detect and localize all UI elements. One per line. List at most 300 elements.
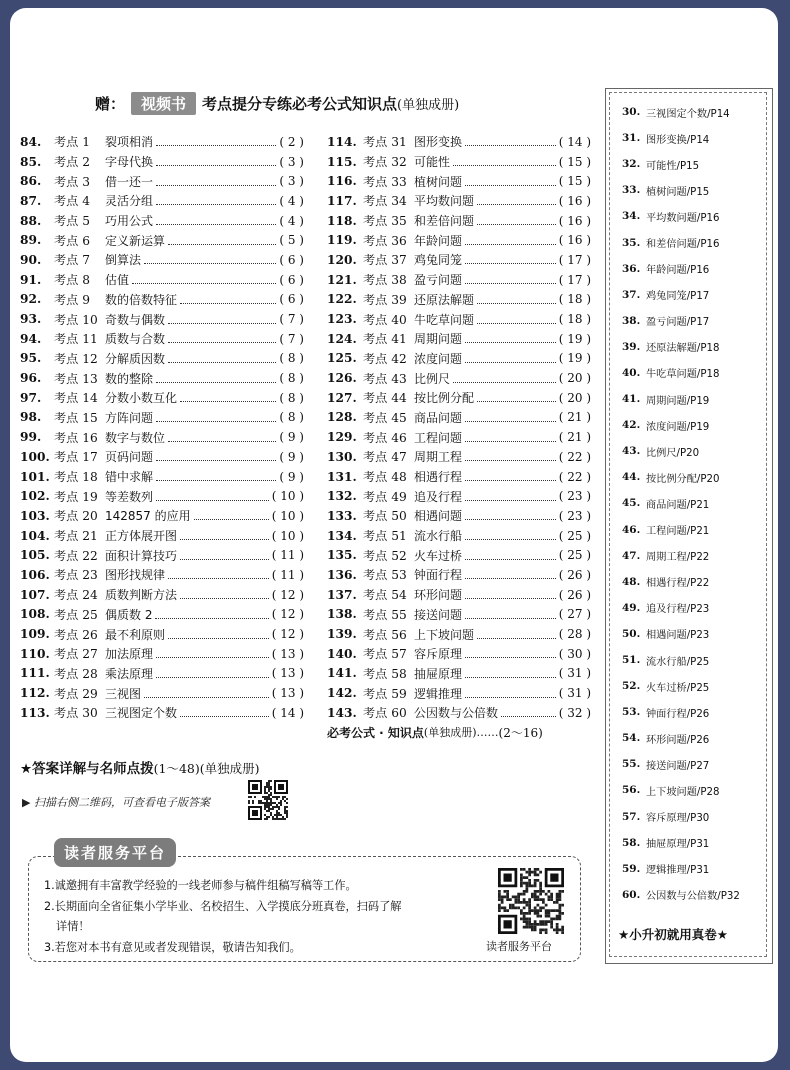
- sidebar-item-label: 鸡兔同笼/P17: [646, 291, 710, 303]
- toc-point-label: 考点 40: [363, 312, 407, 327]
- toc-leader-dots: [453, 374, 556, 383]
- toc-row[interactable]: [20, 211, 304, 231]
- toc-row[interactable]: [327, 605, 591, 625]
- sidebar-item[interactable]: [622, 360, 740, 386]
- toc-title: 正方体展开图: [105, 529, 178, 544]
- gift-prefix: 赠：: [95, 95, 126, 113]
- toc-number: 142.: [327, 686, 357, 701]
- toc-title: 相遇行程: [414, 470, 463, 485]
- gift-text: 考点提分专练必考公式知识点: [202, 95, 398, 113]
- toc-page: ( 12 ): [271, 607, 304, 622]
- toc-row[interactable]: [20, 683, 304, 703]
- toc-point-label: 考点 34: [363, 194, 407, 209]
- toc-point-label: 考点 9: [54, 292, 91, 307]
- toc-leader-dots: [156, 157, 276, 166]
- toc-point-label: 考点 22: [54, 548, 98, 563]
- toc-title: 图形变换: [414, 135, 463, 150]
- toc-row[interactable]: [327, 191, 591, 211]
- toc-leader-dots: [168, 236, 276, 245]
- toc-leader-dots: [477, 630, 556, 639]
- toc-title: 相遇问题: [414, 509, 463, 524]
- toc-page: ( 3 ): [279, 174, 304, 189]
- toc-point-label: 考点 51: [363, 529, 407, 544]
- toc-row[interactable]: [20, 664, 304, 684]
- toc-row[interactable]: [327, 171, 591, 191]
- toc-row[interactable]: [20, 290, 304, 310]
- sidebar-item[interactable]: [622, 464, 740, 490]
- toc-row[interactable]: [327, 349, 591, 369]
- sidebar-item[interactable]: [622, 804, 740, 830]
- toc-page: ( 13 ): [271, 666, 304, 681]
- toc-page: ( 26 ): [558, 587, 591, 602]
- sidebar-item[interactable]: [622, 412, 740, 438]
- toc-row[interactable]: [327, 703, 591, 723]
- toc-row[interactable]: [327, 152, 591, 172]
- toc-leader-dots: [168, 570, 269, 579]
- toc-leader-dots: [180, 551, 269, 560]
- toc-page: ( 10 ): [271, 489, 304, 504]
- toc-row[interactable]: [20, 230, 304, 250]
- toc-title: 数的倍数特征: [105, 292, 178, 307]
- toc-number: 130.: [327, 449, 357, 464]
- sidebar-item[interactable]: [622, 99, 740, 125]
- toc-page: ( 8 ): [279, 351, 304, 366]
- toc-point-label: 考点 10: [54, 312, 98, 327]
- toc-page: ( 25 ): [558, 528, 591, 543]
- toc-point-label: 考点 47: [363, 450, 407, 465]
- sidebar-item[interactable]: [622, 595, 740, 621]
- toc-page: ( 5 ): [279, 233, 304, 248]
- toc-row[interactable]: [327, 290, 591, 310]
- toc-point-label: 考点 52: [363, 548, 407, 563]
- toc-leader-dots: [465, 177, 556, 186]
- toc-leader-dots: [168, 334, 276, 343]
- sidebar-item[interactable]: [622, 177, 740, 203]
- toc-row[interactable]: [20, 467, 304, 487]
- toc-row[interactable]: [327, 664, 591, 684]
- answers-paren: (单独成册): [199, 761, 260, 776]
- toc-row[interactable]: [20, 250, 304, 270]
- toc-leader-dots: [156, 374, 276, 383]
- toc-number: 120.: [327, 252, 357, 267]
- toc-leader-dots: [144, 689, 269, 698]
- toc-page: ( 21 ): [558, 430, 591, 445]
- sidebar-item[interactable]: [622, 751, 740, 777]
- toc-row[interactable]: [327, 211, 591, 231]
- toc-point-label: 考点 46: [363, 430, 407, 445]
- toc-number: 139.: [327, 627, 357, 642]
- toc-number: 122.: [327, 292, 357, 307]
- toc-number: 107.: [20, 587, 50, 602]
- toc-row[interactable]: [327, 132, 591, 152]
- toc-number: 141.: [327, 666, 357, 681]
- toc-number: 93.: [20, 312, 42, 327]
- sidebar-item-number: 59.: [622, 862, 641, 875]
- toc-number: 118.: [327, 213, 357, 228]
- toc-number: 111.: [20, 666, 50, 681]
- toc-point-label: 考点 58: [363, 666, 407, 681]
- sidebar-item[interactable]: [622, 282, 740, 308]
- sidebar-item-label: 周期工程/P22: [646, 552, 710, 564]
- toc-point-label: 考点 57: [363, 647, 407, 662]
- toc-title: 盈亏问题: [414, 273, 463, 288]
- toc-number: 96.: [20, 371, 42, 386]
- toc-point-label: 考点 30: [54, 706, 98, 721]
- sidebar-item[interactable]: [622, 830, 740, 856]
- toc-number: 109.: [20, 627, 50, 642]
- toc-row[interactable]: [20, 526, 304, 546]
- sidebar-item[interactable]: [622, 438, 740, 464]
- toc-row[interactable]: [20, 447, 304, 467]
- toc-number: 114.: [327, 134, 357, 149]
- toc-title: 牛吃草问题: [414, 312, 475, 327]
- sidebar-item[interactable]: [622, 569, 740, 595]
- toc-leader-dots: [465, 649, 556, 658]
- toc-title: 工程问题: [414, 430, 463, 445]
- sidebar-item-number: 49.: [622, 601, 641, 614]
- toc-leader-dots: [477, 393, 556, 402]
- toc-page: ( 9 ): [279, 430, 304, 445]
- sidebar-item[interactable]: [622, 699, 740, 725]
- sidebar-item-label: 相遇问题/P23: [646, 630, 710, 642]
- toc-page: ( 9 ): [279, 449, 304, 464]
- toc-title: 三视图: [105, 686, 142, 701]
- formula-booklet-row[interactable]: [327, 723, 591, 743]
- toc-point-label: 考点 49: [363, 489, 407, 504]
- sidebar-item[interactable]: [622, 229, 740, 255]
- toc-row[interactable]: [20, 388, 304, 408]
- toc-row[interactable]: [20, 191, 304, 211]
- sidebar-item[interactable]: [622, 256, 740, 282]
- toc-point-label: 考点 41: [363, 332, 407, 347]
- toc-page: ( 8 ): [279, 371, 304, 386]
- sidebar-item-label: 相遇行程/P22: [646, 578, 710, 590]
- toc-page: ( 4 ): [279, 193, 304, 208]
- toc-row[interactable]: [327, 506, 591, 526]
- toc-leader-dots: [156, 472, 276, 481]
- toc-page: ( 8 ): [279, 390, 304, 405]
- toc-title: 钟面行程: [414, 568, 463, 583]
- toc-number: 113.: [20, 705, 50, 720]
- toc-leader-dots: [465, 590, 556, 599]
- toc-leader-dots: [155, 610, 268, 619]
- sidebar-item[interactable]: [622, 125, 740, 151]
- toc-leader-dots: [465, 452, 556, 461]
- toc-point-label: 考点 39: [363, 292, 407, 307]
- toc-row[interactable]: [327, 644, 591, 664]
- toc-row[interactable]: [327, 624, 591, 644]
- sidebar-item[interactable]: [622, 517, 740, 543]
- toc-leader-dots: [465, 433, 556, 442]
- toc-leader-dots: [465, 472, 556, 481]
- toc-number: 98.: [20, 410, 42, 425]
- answers-qr-code[interactable]: [248, 780, 288, 820]
- toc-leader-dots: [156, 216, 276, 225]
- toc-title: 方阵问题: [105, 410, 154, 425]
- toc-leader-dots: [168, 354, 276, 363]
- toc-point-label: 考点 59: [363, 686, 407, 701]
- toc-row[interactable]: [327, 427, 591, 447]
- sidebar-item-label: 图形变换/P14: [646, 134, 710, 146]
- sidebar-item[interactable]: [622, 673, 740, 699]
- toc-leader-dots: [144, 255, 276, 264]
- reader-service-panel: [28, 836, 581, 964]
- toc-number: 91.: [20, 272, 42, 287]
- scan-note: ▶ 扫描右侧二维码，可查看电子版答案: [22, 796, 210, 809]
- sidebar-item-number: 52.: [622, 680, 641, 693]
- toc-point-label: 考点 54: [363, 588, 407, 603]
- sidebar-item-label: 上下坡问题/P28: [646, 786, 720, 798]
- toc-row[interactable]: [327, 585, 591, 605]
- toc-page: ( 16 ): [558, 233, 591, 248]
- answers-range: (1～48): [153, 761, 200, 776]
- toc-title: 定义新运算: [105, 233, 166, 248]
- toc-title: 植树问题: [414, 174, 463, 189]
- toc-number: 123.: [327, 312, 357, 327]
- toc-row[interactable]: [327, 309, 591, 329]
- sidebar-item-number: 45.: [622, 497, 641, 510]
- answers-title: ★答案详解与名师点拨: [20, 761, 154, 777]
- toc-page: ( 6 ): [279, 292, 304, 307]
- toc-page: ( 23 ): [558, 508, 591, 523]
- toc-leader-dots: [465, 275, 556, 284]
- toc-number: 85.: [20, 154, 42, 169]
- toc-point-label: 考点 38: [363, 273, 407, 288]
- toc-leader-dots: [465, 511, 556, 520]
- toc-row[interactable]: [20, 270, 304, 290]
- toc-row[interactable]: [20, 309, 304, 329]
- toc-leader-dots: [501, 708, 556, 717]
- toc-number: 94.: [20, 331, 42, 346]
- toc-point-label: 考点 1: [54, 135, 91, 150]
- toc-point-label: 考点 53: [363, 568, 407, 583]
- sidebar-item-label: 盈亏问题/P17: [646, 317, 710, 329]
- sidebar-item[interactable]: [622, 334, 740, 360]
- toc-page: ( 2 ): [279, 134, 304, 149]
- toc-page: ( 7 ): [279, 312, 304, 327]
- sidebar-item-label: 植树问题/P15: [646, 186, 710, 198]
- toc-row[interactable]: [327, 467, 591, 487]
- toc-row[interactable]: [20, 565, 304, 585]
- toc-page: ( 21 ): [558, 410, 591, 425]
- toc-page: ( 4 ): [279, 213, 304, 228]
- sidebar-item[interactable]: [622, 621, 740, 647]
- toc-leader-dots: [465, 689, 556, 698]
- toc-point-label: 考点 17: [54, 450, 98, 465]
- toc-row[interactable]: [20, 427, 304, 447]
- toc-page: ( 18 ): [558, 312, 591, 327]
- sidebar-item[interactable]: [622, 882, 740, 908]
- toc-number: 135.: [327, 548, 357, 563]
- toc-right-column: [327, 132, 591, 742]
- toc-row[interactable]: [327, 408, 591, 428]
- toc-point-label: 考点 35: [363, 214, 407, 229]
- toc-title: 面积计算技巧: [105, 548, 178, 563]
- toc-row[interactable]: [327, 526, 591, 546]
- toc-page: ( 26 ): [558, 567, 591, 582]
- toc-title: 商品问题: [414, 410, 463, 425]
- toc-row[interactable]: [20, 408, 304, 428]
- toc-leader-dots: [156, 196, 276, 205]
- toc-number: 140.: [327, 646, 357, 661]
- toc-row[interactable]: [327, 388, 591, 408]
- toc-page: ( 17 ): [558, 272, 591, 287]
- toc-page: ( 17 ): [558, 252, 591, 267]
- toc-number: 138.: [327, 607, 357, 622]
- toc-title: 鸡兔同笼: [414, 253, 463, 268]
- toc-leader-dots: [465, 492, 556, 501]
- toc-page: ( 22 ): [558, 449, 591, 464]
- toc-row[interactable]: [327, 565, 591, 585]
- sidebar-item-number: 40.: [622, 366, 641, 379]
- toc-row[interactable]: [20, 506, 304, 526]
- toc-point-label: 考点 43: [363, 371, 407, 386]
- toc-row[interactable]: [20, 545, 304, 565]
- toc-row[interactable]: [20, 368, 304, 388]
- sidebar-item[interactable]: [622, 151, 740, 177]
- toc-row[interactable]: [20, 644, 304, 664]
- service-item: 1.诚邀拥有丰富教学经验的一线老师参与稿件组稿写稿等工作。: [44, 879, 357, 892]
- toc-title: 裂项相消: [105, 135, 154, 150]
- toc-page: ( 31 ): [558, 666, 591, 681]
- toc-point-label: 考点 5: [54, 214, 91, 229]
- toc-point-label: 考点 36: [363, 233, 407, 248]
- sidebar-item[interactable]: [622, 725, 740, 751]
- sidebar-item-label: 接送问题/P27: [646, 760, 710, 772]
- toc-page: ( 3 ): [279, 154, 304, 169]
- toc-leader-dots: [465, 137, 556, 146]
- toc-point-label: 考点 19: [54, 489, 98, 504]
- toc-row[interactable]: [20, 605, 304, 625]
- video-book-badge: 视频书: [131, 92, 196, 115]
- toc-page: ( 15 ): [558, 154, 591, 169]
- toc-row[interactable]: [20, 329, 304, 349]
- toc-page: ( 30 ): [558, 646, 591, 661]
- service-item: 详情！: [56, 920, 90, 933]
- toc-row[interactable]: [327, 545, 591, 565]
- toc-point-label: 考点 16: [54, 430, 98, 445]
- toc-row[interactable]: [327, 250, 591, 270]
- toc-point-label: 考点 31: [363, 135, 407, 150]
- toc-title: 乘法原理: [105, 666, 154, 681]
- toc-point-label: 考点 33: [363, 174, 407, 189]
- sidebar-item[interactable]: [622, 777, 740, 803]
- sidebar-item[interactable]: [622, 203, 740, 229]
- toc-page: ( 7 ): [279, 331, 304, 346]
- toc-page: ( 19 ): [558, 331, 591, 346]
- toc-title: 三视图定个数: [105, 706, 178, 721]
- toc-title: 142857 的应用: [105, 509, 191, 524]
- sidebar-item-number: 54.: [622, 732, 641, 745]
- toc-page: ( 14 ): [558, 134, 591, 149]
- toc-title: 错中求解: [105, 470, 154, 485]
- toc-row[interactable]: [327, 486, 591, 506]
- toc-number: 101.: [20, 469, 50, 484]
- sidebar-item-number: 53.: [622, 706, 641, 719]
- toc-leader-dots: [465, 413, 556, 422]
- service-item: 3.若您对本书有意见或者发现错误，敬请告知我们。: [44, 940, 301, 954]
- toc-page: ( 23 ): [558, 489, 591, 504]
- sidebar-item-number: 51.: [622, 654, 641, 667]
- toc-page: ( 16 ): [558, 193, 591, 208]
- sidebar-item[interactable]: [622, 308, 740, 334]
- toc-title: 容斥原理: [414, 647, 463, 662]
- toc-title: 追及行程: [414, 489, 463, 504]
- toc-title: 字母代换: [105, 155, 154, 170]
- sidebar-item[interactable]: [622, 856, 740, 882]
- sidebar-item[interactable]: [622, 490, 740, 516]
- toc-row[interactable]: [20, 171, 304, 191]
- toc-page: ( 32 ): [558, 705, 591, 720]
- toc-page: ( 9 ): [279, 469, 304, 484]
- toc-point-label: 考点 25: [54, 607, 98, 622]
- sidebar-item-label: 比例尺/P20: [646, 447, 700, 459]
- sidebar-item-label: 工程问题/P21: [646, 526, 710, 538]
- toc-title: 按比例分配: [414, 391, 475, 406]
- toc-title: 借一还一: [105, 174, 154, 189]
- toc-page: ( 18 ): [558, 292, 591, 307]
- sidebar-item-label: 容斥原理/P30: [646, 813, 710, 825]
- toc-leader-dots: [156, 177, 276, 186]
- toc-title: 数的整除: [105, 371, 154, 386]
- sidebar-item-number: 43.: [622, 445, 641, 458]
- toc-row[interactable]: [327, 447, 591, 467]
- toc-row[interactable]: [20, 703, 304, 723]
- toc-leader-dots: [180, 393, 276, 402]
- toc-leader-dots: [156, 413, 276, 422]
- sidebar-item-label: 和差倍问题/P16: [646, 239, 720, 251]
- toc-point-label: 考点 50: [363, 509, 407, 524]
- sidebar-item-number: 47.: [622, 549, 641, 562]
- toc-row[interactable]: [20, 624, 304, 644]
- sidebar-item-number: 50.: [622, 627, 641, 640]
- toc-leader-dots: [168, 315, 276, 324]
- toc-row[interactable]: [327, 270, 591, 290]
- toc-row[interactable]: [20, 349, 304, 369]
- toc-point-label: 考点 56: [363, 627, 407, 642]
- toc-title: 加法原理: [105, 647, 154, 662]
- toc-leader-dots: [477, 295, 556, 304]
- sidebar-item-number: 41.: [622, 393, 641, 406]
- toc-row[interactable]: [20, 486, 304, 506]
- toc-row[interactable]: [20, 132, 304, 152]
- service-qr-code[interactable]: [498, 868, 564, 934]
- toc-row[interactable]: [20, 585, 304, 605]
- sidebar-item[interactable]: [622, 647, 740, 673]
- toc-point-label: 考点 3: [54, 174, 91, 189]
- sidebar-item-number: 60.: [622, 888, 641, 901]
- sidebar-item-label: 商品问题/P21: [646, 499, 710, 511]
- toc-point-label: 考点 11: [54, 332, 98, 347]
- sidebar-item[interactable]: [622, 543, 740, 569]
- toc-leader-dots: [168, 433, 276, 442]
- toc-title: 逻辑推理: [414, 686, 463, 701]
- toc-row[interactable]: [327, 683, 591, 703]
- toc-point-label: 考点 21: [54, 529, 98, 544]
- toc-number: 132.: [327, 489, 357, 504]
- toc-title: 灵活分组: [105, 194, 154, 209]
- toc-page: ( 14 ): [271, 705, 304, 720]
- toc-row[interactable]: [327, 329, 591, 349]
- toc-point-label: 考点 37: [363, 253, 407, 268]
- toc-row[interactable]: [20, 152, 304, 172]
- toc-row[interactable]: [327, 230, 591, 250]
- toc-number: 90.: [20, 252, 42, 267]
- sidebar-item-number: 30.: [622, 106, 641, 119]
- toc-page: ( 6 ): [279, 272, 304, 287]
- toc-row[interactable]: [327, 368, 591, 388]
- sidebar-item[interactable]: [622, 386, 740, 412]
